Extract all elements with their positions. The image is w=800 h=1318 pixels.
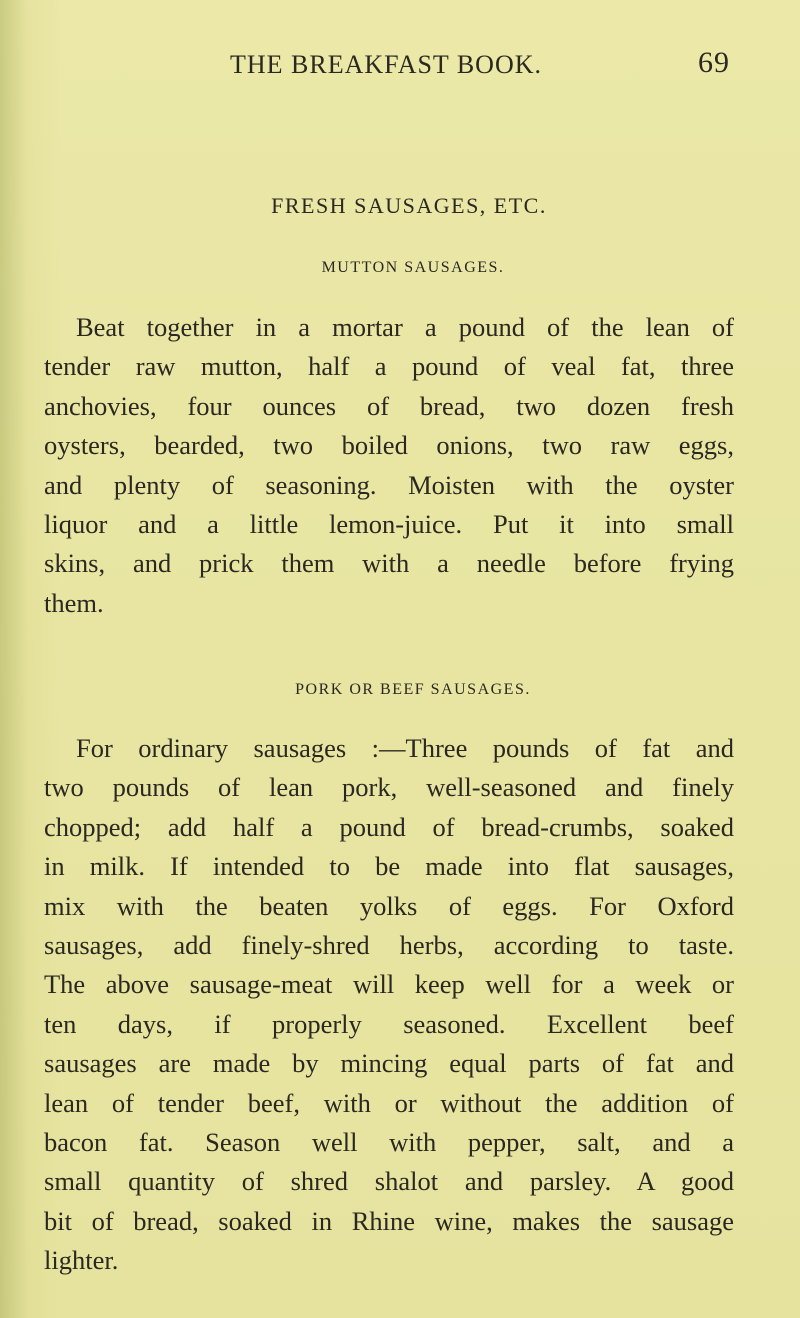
text-line: Beat together in a mortar a pound of the lean of xyxy=(76,312,734,342)
text-line: in milk. If intended to be made into flat sausages, xyxy=(44,851,734,882)
chapter-title: FRESH SAUSAGES, ETC. xyxy=(271,193,547,218)
text-line: lean of tender beef, with or without the addition of xyxy=(44,1087,734,1118)
running-head xyxy=(230,46,730,90)
text-line: sausages, add finely-shred herbs, according to taste. xyxy=(44,930,734,961)
text-line: and plenty of seasoning. Moisten with the oyster xyxy=(44,469,734,500)
text-line: liquor and a little lemon-juice. Put it into small xyxy=(44,509,734,540)
section-heading-pork-or-beef-sausages: PORK OR BEEF SAUSAGES. xyxy=(295,681,531,698)
text-line: bacon fat. Season well with pepper, salt, and a xyxy=(44,1127,734,1158)
text-line: chopped; add half a pound of bread-crumbs, soaked xyxy=(44,811,734,842)
text-line: For ordinary sausages :—Three pounds of fat and xyxy=(76,733,734,763)
text-line: skins, and prick them with a needle before frying xyxy=(44,548,734,579)
text-line: them. xyxy=(44,587,104,618)
section-heading-mutton-sausages: MUTTON SAUSAGES. xyxy=(321,259,505,276)
running-title: THE BREAKFAST BOOK. xyxy=(230,50,543,79)
paragraph-mutton-sausages xyxy=(44,308,734,623)
text-line: bit of bread, soaked in Rhine wine, makes the sausage xyxy=(44,1205,734,1236)
text-line: The above sausage-meat will keep well for a week or xyxy=(44,969,734,1000)
text-line: anchovies, four ounces of bread, two dozen fresh xyxy=(44,390,734,421)
text-line: oysters, bearded, two boiled onions, two raw eggs, xyxy=(44,430,734,461)
text-line: tender raw mutton, half a pound of veal fat, three xyxy=(44,351,734,382)
page-number: 69 xyxy=(698,46,730,79)
text-line: lighter. xyxy=(44,1245,119,1276)
paragraph-pork-or-beef-sausages xyxy=(44,729,734,1281)
text-line: small quantity of shred shalot and parsley. A good xyxy=(44,1166,734,1197)
text-line: mix with the beaten yolks of eggs. For Oxford xyxy=(44,890,734,921)
text-line: ten days, if properly seasoned. Excellent beef xyxy=(44,1008,734,1039)
text-line: two pounds of lean pork, well-seasoned and finely xyxy=(44,772,734,803)
text-line: sausages are made by mincing equal parts of fat and xyxy=(44,1048,734,1079)
